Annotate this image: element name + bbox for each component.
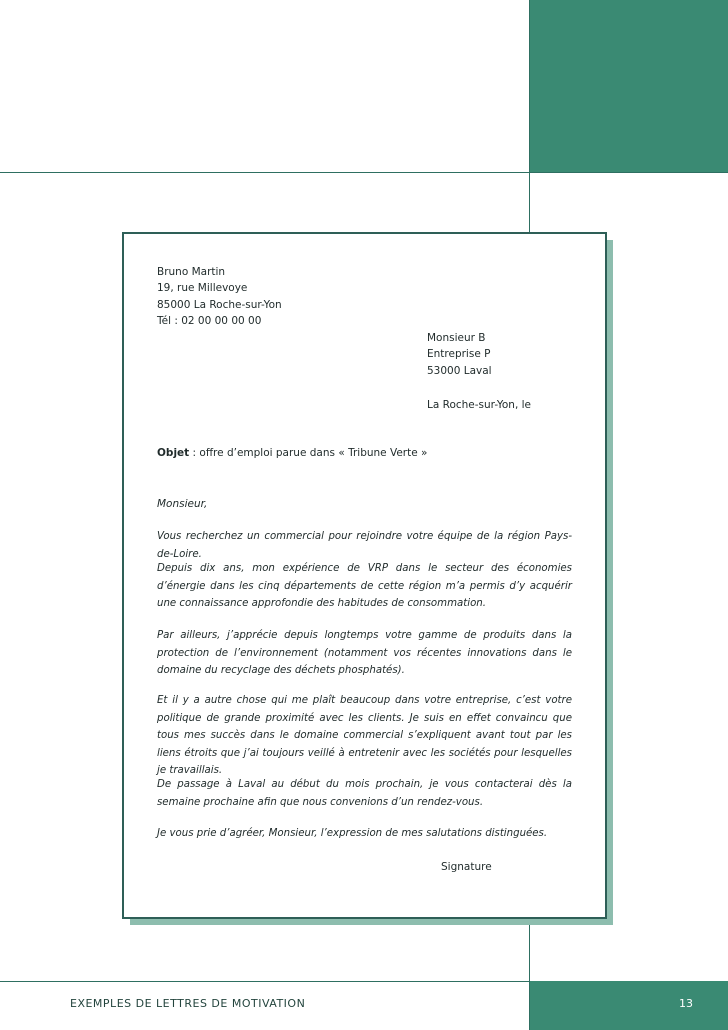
paragraph-6: Je vous prie d’agréer, Monsieur, l’expression de mes salutations distinguées. xyxy=(157,828,548,839)
subject-line xyxy=(157,445,427,461)
footer-title: EXEMPLES DE LETTRES DE MOTIVATION xyxy=(70,997,306,1010)
recipient-name: Monsieur B xyxy=(427,332,486,344)
sender-city: 85000 La Roche-sur-Yon xyxy=(157,299,282,311)
footer-accent-block xyxy=(530,981,728,1030)
paragraph-5: De passage à Laval au début du mois prochain, je vous contacterai dès la semaine prochaine afin que nous convenions d’un rendez-vous. xyxy=(157,779,572,808)
page-number: 13 xyxy=(679,997,693,1010)
paragraph-4: Et il y a autre chose qui me plaît beaucoup dans votre entreprise, c’est votre politique de grande proximité avec les clients. Je suis en effet convaincu que tous mes succès dans le domaine commercial s’expliquent avant tout par les liens étroits que j’ai toujours veillé à entretenir avec les sociétés pour lesquelles je travaillais. xyxy=(157,695,572,776)
signature: Signature xyxy=(441,861,492,873)
sender-phone: Tél : 02 00 00 00 00 xyxy=(157,315,262,327)
recipient-company: Entreprise P xyxy=(427,348,491,360)
paragraph-3: Par ailleurs, j’apprécie depuis longtemps votre gamme de produits dans la protection de l’environnement (notamment vos récentes innovations dans le domaine du recyclage des déchets phosphatés). xyxy=(157,630,572,676)
subject-text: : offre d’emploi parue dans « Tribune Verte » xyxy=(189,447,428,459)
subject-label: Objet xyxy=(157,447,190,459)
place-date: La Roche-sur-Yon, le xyxy=(427,399,532,411)
header-accent-block xyxy=(530,0,728,172)
sender-street: 19, rue Millevoye xyxy=(157,282,248,294)
header-divider xyxy=(0,172,728,173)
salutation: Monsieur, xyxy=(157,498,208,510)
paragraph-1: Vous recherchez un commercial pour rejoindre votre équipe de la région Pays-de-Loire. xyxy=(157,531,572,560)
sender-name: Bruno Martin xyxy=(157,266,226,278)
paragraph-2: Depuis dix ans, mon expérience de VRP dans le secteur des économies d’énergie dans les cinq départements de cette région m’a permis d’y acquérir une connaissance approfondie des habitudes de consommation. xyxy=(157,563,572,609)
recipient-city: 53000 Laval xyxy=(427,365,492,377)
